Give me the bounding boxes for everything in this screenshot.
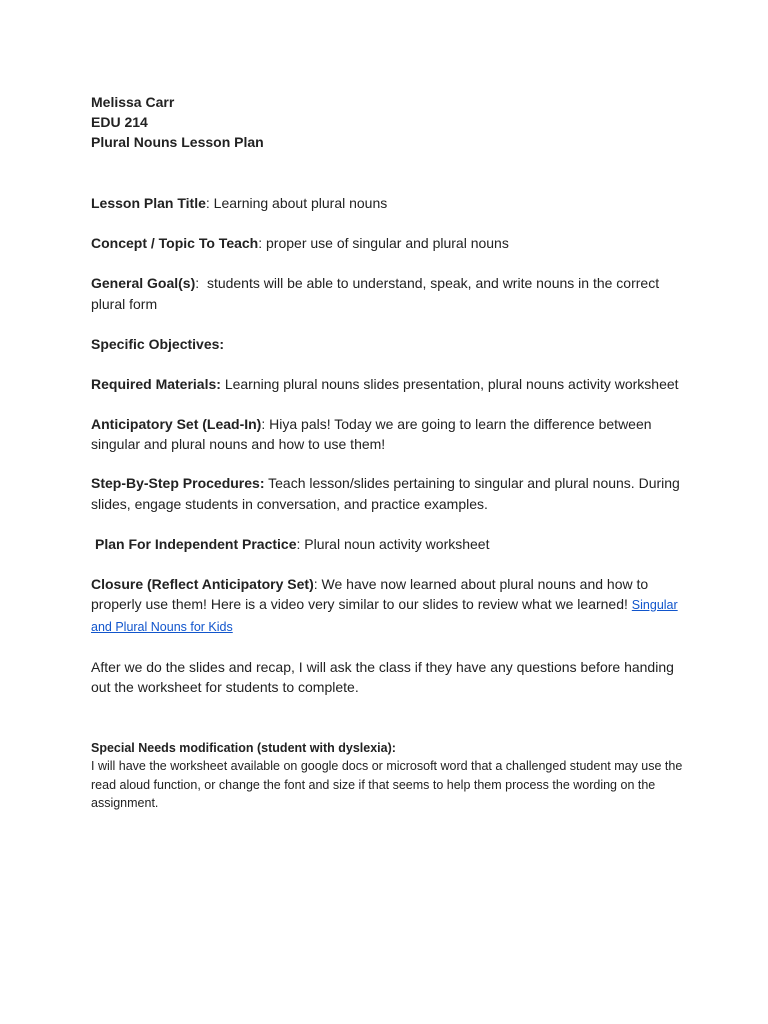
required-materials-text: Learning plural nouns slides presentation, plural nouns activity worksheet xyxy=(224,375,679,392)
closure-text: We have now learned about plural nouns and how to properly use them! Here is a video very similar to our slides to review what we learned! xyxy=(91,575,649,612)
concept-topic-label: Concept / Topic To Teach xyxy=(91,235,259,251)
recap-paragraph: After we do the slides and recap, I will ask the class if they have any questions before handing out the worksheet for students to complete. xyxy=(91,658,674,695)
author-name: Melissa Carr xyxy=(91,94,175,110)
separator: : xyxy=(258,235,267,251)
step-by-step-procedures xyxy=(91,473,691,514)
document-title: Plural Nouns Lesson Plan xyxy=(91,134,264,150)
general-goals-text: students will be able to understand, speak, and write nouns in the correct plural form xyxy=(91,275,663,312)
separator: : xyxy=(205,195,214,211)
procedures-label: Step-By-Step Procedures: xyxy=(91,475,265,491)
video-link[interactable]: Singular and Plural Nouns for Kids xyxy=(91,598,678,634)
independent-practice xyxy=(91,534,691,555)
specific-objectives-label: Specific Objectives: xyxy=(91,335,225,352)
separator: : xyxy=(296,535,305,552)
course-code: EDU 214 xyxy=(91,114,148,130)
separator: : xyxy=(195,275,207,291)
anticipatory-set-label: Anticipatory Set (Lead-In) xyxy=(91,415,262,432)
separator: : xyxy=(261,415,270,432)
closure xyxy=(91,574,691,638)
required-materials xyxy=(91,374,691,395)
lesson-plan-title-text: Learning about plural nouns xyxy=(213,195,388,211)
lesson-plan-title xyxy=(91,193,691,214)
independent-practice-text: Plural noun activity worksheet xyxy=(304,535,490,552)
general-goals xyxy=(91,273,691,314)
closure-label: Closure (Reflect Anticipatory Set) xyxy=(91,575,314,592)
required-materials-label: Required Materials: xyxy=(91,375,221,392)
lesson-plan-title-label: Lesson Plan Title xyxy=(91,195,206,211)
concept-topic-text: proper use of singular and plural nouns xyxy=(266,235,509,251)
specific-objectives xyxy=(91,334,691,355)
separator: : xyxy=(313,575,322,592)
anticipatory-set xyxy=(91,414,691,455)
anticipatory-set-text: Hiya pals! Today we are going to learn the difference between singular and plural nouns and how to use them! xyxy=(91,415,652,452)
special-needs-text: I will have the worksheet available on google docs or microsoft word that a challenged student may use the read aloud function, or change the font and size if that seems to help them process the wording on the assignment. xyxy=(91,759,683,810)
special-needs-heading: Special Needs modification (student with dyslexia): xyxy=(91,740,396,755)
concept-topic xyxy=(91,233,691,254)
document-page xyxy=(91,92,691,813)
independent-practice-label: Plan For Independent Practice xyxy=(95,535,297,552)
procedures-text: Teach lesson/slides pertaining to singular and plural nouns. During slides, engage students in conversation, and practice examples. xyxy=(91,475,680,512)
general-goals-label: General Goal(s) xyxy=(91,275,196,291)
